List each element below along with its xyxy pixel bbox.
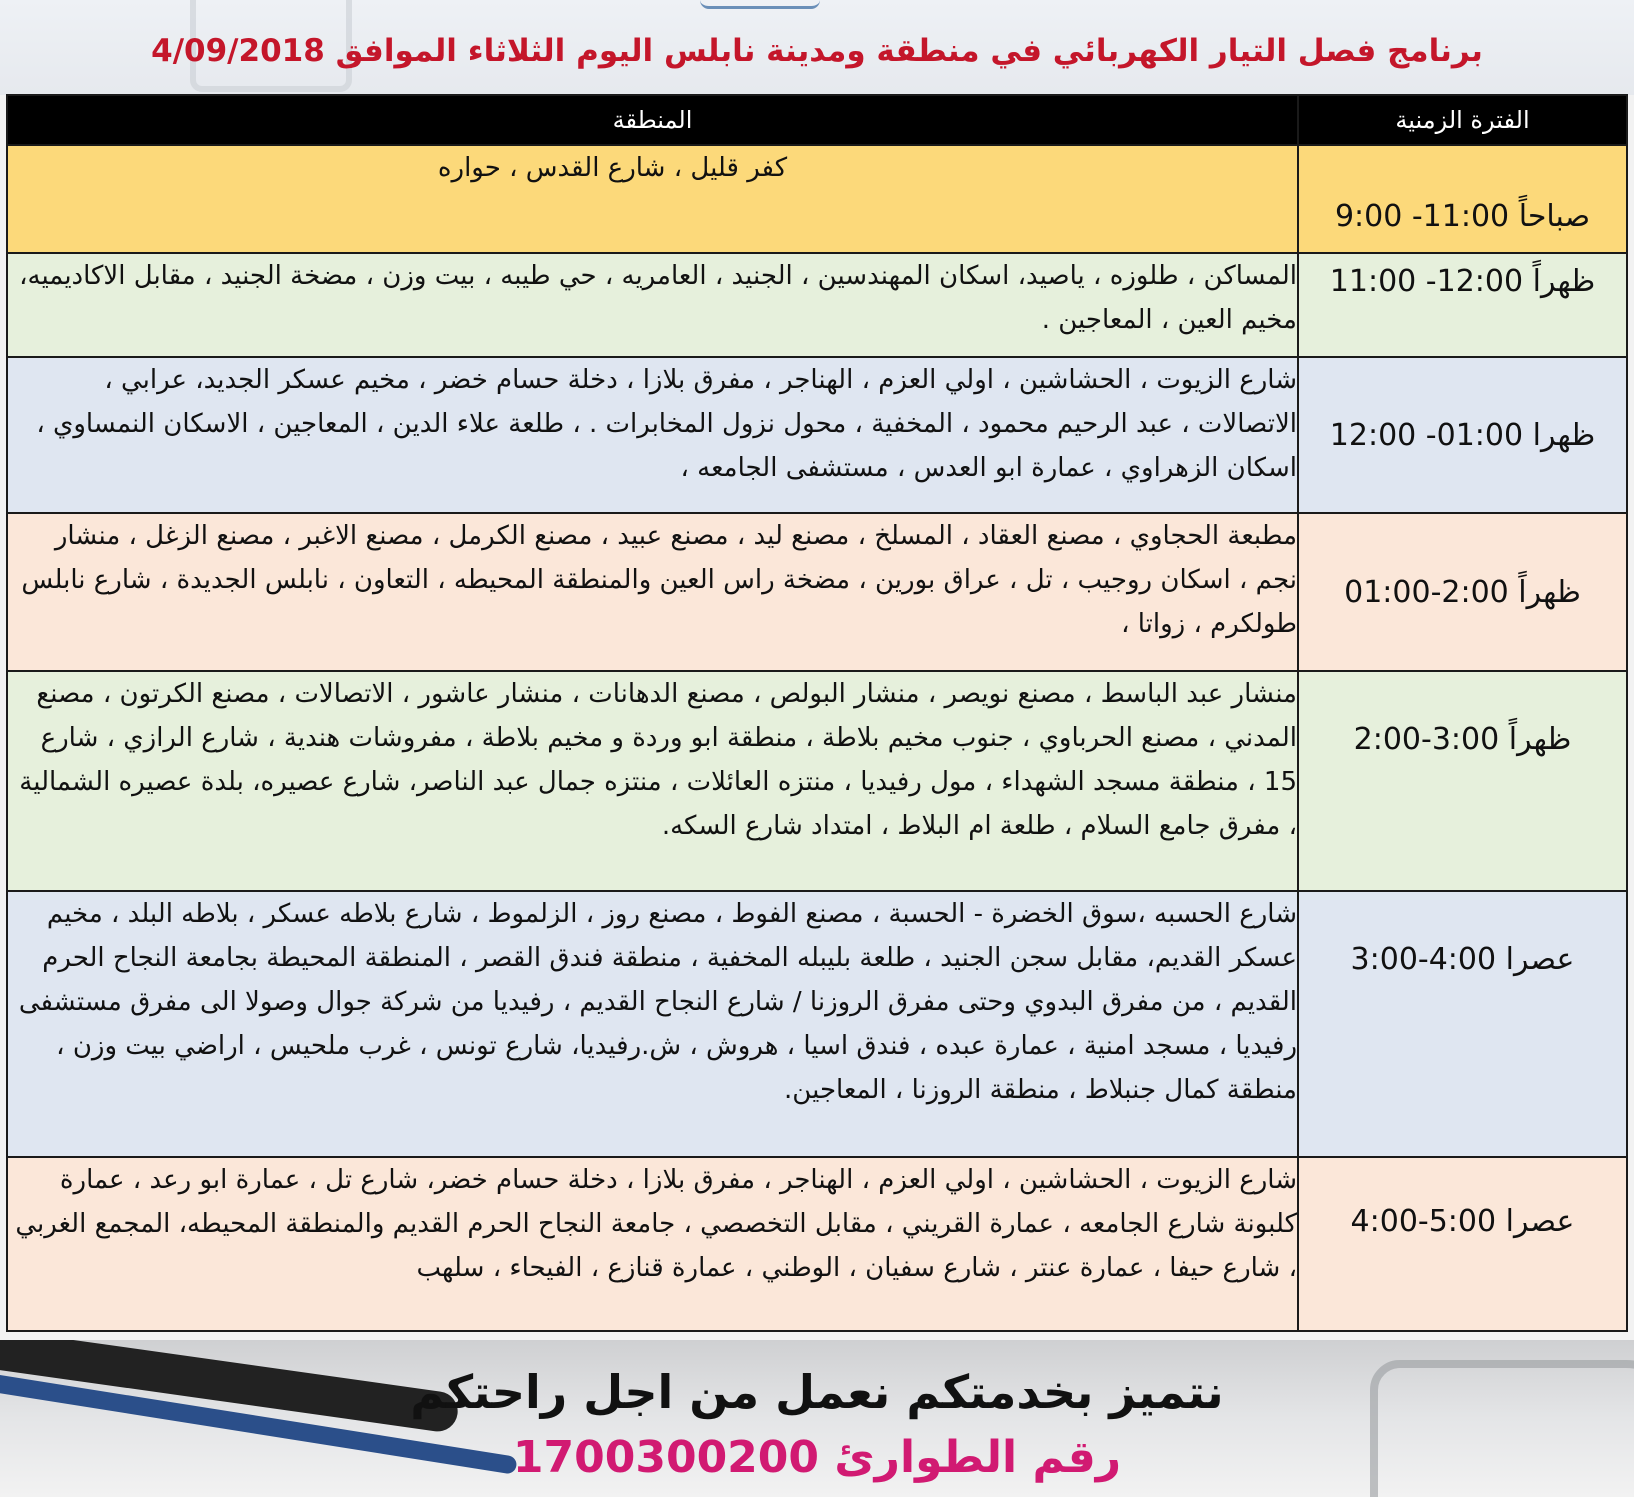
table-row (7, 891, 1627, 1157)
table-row (7, 1157, 1627, 1331)
table-header-row (7, 95, 1627, 145)
row-time: 2:00-3:00 ظهراً (1298, 671, 1627, 891)
row-time: 01:00-2:00 ظهراً (1298, 513, 1627, 671)
row-area: المساكن ، طلوزه ، ياصيد، اسكان المهندسين ، الجنيد ، العامريه ، حي طيبه ، بيت وزن ، مضخة الجنيد ، مقابل الاكاديميه، مخيم العين ، المعاجين . (7, 253, 1298, 357)
table-row (7, 357, 1627, 513)
emergency-hotline: رقم الطوارئ 1700300200 (512, 1432, 1122, 1483)
column-header-area: المنطقة (7, 95, 1298, 145)
table-row (7, 145, 1627, 253)
page-title: برنامج فصل التيار الكهربائي في منطقة ومدينة نابلس اليوم الثلاثاء الموافق 4/09/2018 (151, 33, 1483, 69)
row-area: شارع الحسبه ،سوق الخضرة - الحسبة ، مصنع الفوط ، مصنع روز ، الزلموط ، شارع بلاطه عسكر ، بلاطه البلد ، مخيم عسكر القديم، مقابل سجن الجنيد ، طلعة بليبله المخفية ، منطقة فندق القصر ، المنطقة المحيطة بجامعة النجاح الحرم القديم ، من مفرق البدوي وحتى مفرق الروزنا / شارع النجاح القديم ، رفيديا من شركة جوال وصولا الى مفرق مستشفى رفيديا ، مسجد امنية ، عمارة عبده ، فندق اسيا ، هروش ، ش.رفيديا، شارع تونس ، غرب ملحيس ، اراضي بيت وزن ، منطقة كمال جنبلاط ، منطقة الروزنا ، المعاجين. (7, 891, 1298, 1157)
outage-schedule-table (6, 94, 1628, 1332)
table-row (7, 513, 1627, 671)
row-area: مطبعة الحجاوي ، مصنع العقاد ، المسلخ ، مصنع ليد ، مصنع عبيد ، مصنع الكرمل ، مصنع الاغبر ، مصنع الزغل ، منشار نجم ، اسكان روجيب ، تل ، عراق بورين ، مضخة راس العين والمنطقة المحيطه ، التعاون ، نابلس الجديدة ، شارع نابلس طولكرم ، زواتا ، (7, 513, 1298, 671)
row-time: 11:00 -12:00 ظهراً (1298, 253, 1627, 357)
row-time: 9:00 -11:00 صباحاً (1298, 145, 1627, 253)
row-time: 4:00-5:00 عصرا (1298, 1157, 1627, 1331)
row-time: 12:00 -01:00 ظهرا (1298, 357, 1627, 513)
table-row (7, 253, 1627, 357)
row-area: منشار عبد الباسط ، مصنع نويصر ، منشار البولص ، مصنع الدهانات ، منشار عاشور ، الاتصالات ، مصنع الكرتون ، مصنع المدني ، مصنع الحرباوي ، جنوب مخيم بلاطة ، منطقة ابو وردة و مخيم بلاطة ، مفروشات هندية ، شارع الرازي ، شارع 15 ، منطقة مسجد الشهداء ، مول رفيديا ، منتزه العائلات ، منتزه جمال عبد الناصر، شارع عصيره، بلدة عصيره الشمالية ، مفرق جامع السلام ، طلعة ام البلاط ، امتداد شارع السكه. (7, 671, 1298, 891)
row-time: 3:00-4:00 عصرا (1298, 891, 1627, 1157)
row-area: شارع الزيوت ، الحشاشين ، اولي العزم ، الهناجر ، مفرق بلازا ، دخلة حسام خضر ، مخيم عسكر الجديد، عرابي ، الاتصالات ، عبد الرحيم محمود ، المخفية ، محول نزول المخابرات . ، طلعة علاء الدين ، المعاجين ، الاسكان النمساوي ، اسكان الزهراوي ، عمارة ابو العدس ، مستشفى الجامعه ، (7, 357, 1298, 513)
column-header-time: الفترة الزمنية (1298, 95, 1627, 145)
footer-slogan: نتميز بخدمتكم نعمل من اجل راحتكم (410, 1365, 1224, 1419)
decorative-arc (700, 0, 820, 9)
table-row (7, 671, 1627, 891)
row-area: كفر قليل ، شارع القدس ، حواره (7, 145, 1298, 253)
row-area: شارع الزيوت ، الحشاشين ، اولي العزم ، الهناجر ، مفرق بلازا ، دخلة حسام خضر، شارع تل ، عمارة ابو رعد ، عمارة كلبونة شارع الجامعه ، عمارة القريني ، مقابل التخصصي ، جامعة النجاح الحرم القديم والمنطقة المحيطه، المجمع الغربي ، شارع حيفا ، عمارة عنتر ، شارع سفيان ، الوطني ، عمارة قنازع ، الفيحاء ، سلهب (7, 1157, 1298, 1331)
